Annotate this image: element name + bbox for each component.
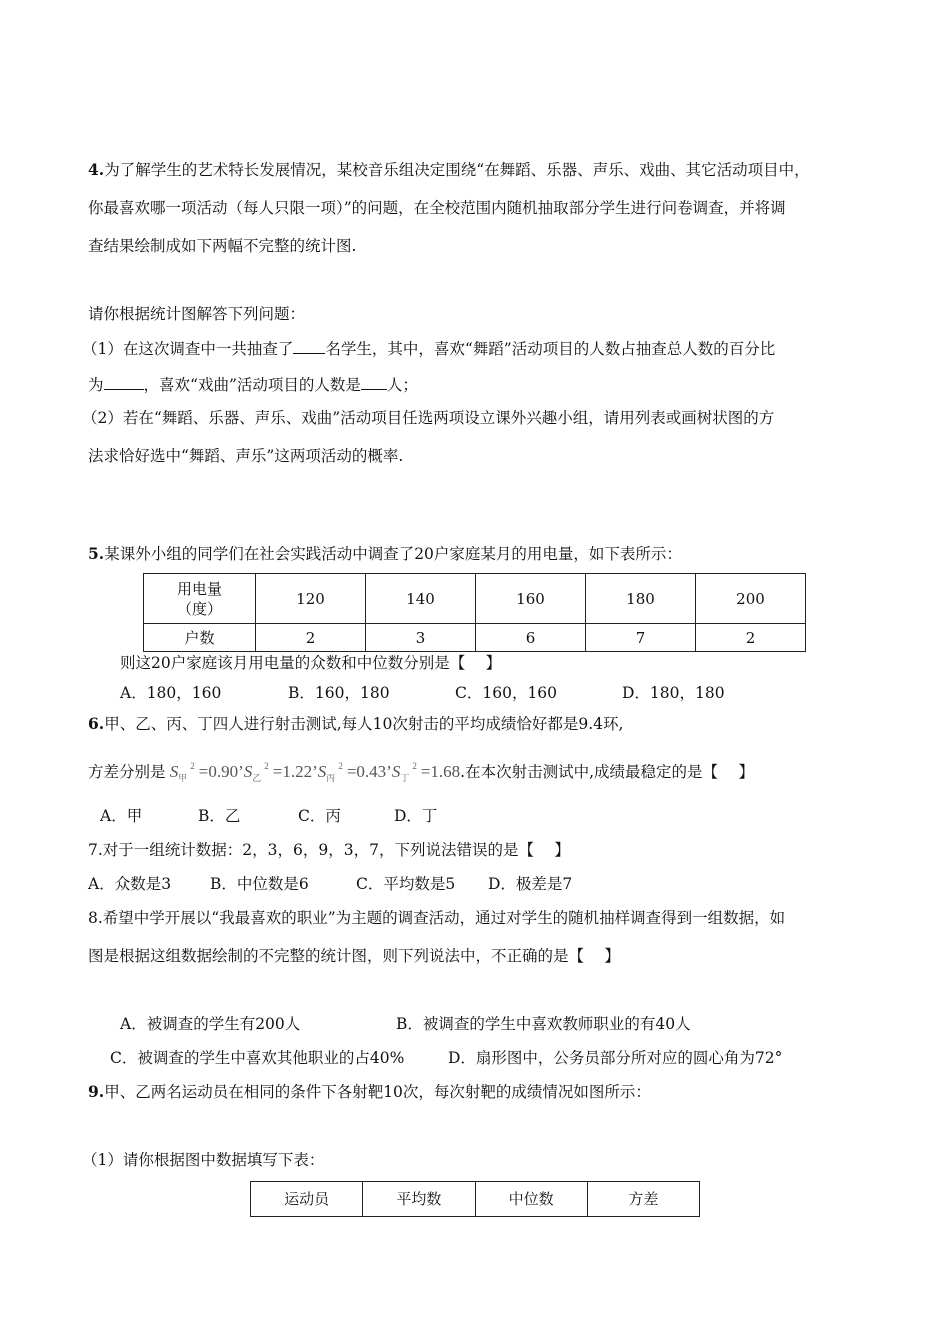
usage-cell: 120 <box>256 574 366 624</box>
q6-line-2: 方差分别是 $S_甲^2$ $=0.90’S_乙^2$ $=1.22’S_丙^2$ $=0.43’S_丁^2 =1.68$.在本次射击测试中,成绩最稳定的是【 】 <box>88 761 754 783</box>
q6-option-b[interactable]: B．乙 <box>198 807 241 825</box>
usage-cell: 180 <box>586 574 696 624</box>
q8-line-2: 图是根据这组数据绘制的不完整的统计图，则下列说法中，不正确的是【 】 <box>88 947 620 965</box>
header-cell-usage: 用电量 （度） <box>144 574 256 624</box>
q4-number: 4. <box>88 160 105 179</box>
header-cell-mean: 平均数 <box>363 1182 475 1217</box>
table-header-row <box>251 1182 700 1217</box>
electricity-table <box>143 573 806 652</box>
household-cell: 3 <box>366 624 476 652</box>
answer-blank-opera-count[interactable] <box>361 374 387 390</box>
q8-option-c[interactable]: C．被调查的学生中喜欢其他职业的占40% <box>110 1049 405 1067</box>
q7-option-a[interactable]: A．众数是3 <box>88 875 172 893</box>
header-cell-athlete: 运动员 <box>251 1182 363 1217</box>
q9-text: 9.甲、乙两名运动员在相同的条件下各射靶10次，每次射靶的成绩情况如图所示： <box>88 1082 651 1101</box>
q7-option-d[interactable]: D．极差是7 <box>488 875 573 893</box>
household-cell: 2 <box>256 624 366 652</box>
q7-option-b[interactable]: B．中位数是6 <box>210 875 309 893</box>
q6-option-d[interactable]: D．丁 <box>394 807 438 825</box>
q8-option-a[interactable]: A．被调查的学生有200人 <box>120 1015 301 1033</box>
q9-number: 9. <box>88 1082 105 1101</box>
header-cell-households: 户数 <box>144 624 256 652</box>
q7-option-c[interactable]: C．平均数是5 <box>356 875 456 893</box>
shooting-table <box>250 1181 700 1217</box>
q6-option-c[interactable]: C．丙 <box>298 807 341 825</box>
q4-part1-line-2: 为 ，喜欢“戏曲”活动项目的人数是 人； <box>88 376 418 394</box>
table-row-households <box>144 624 806 652</box>
usage-cell: 140 <box>366 574 476 624</box>
q5-option-a[interactable]: A．180，160 <box>120 684 222 702</box>
table-row-usage <box>144 574 806 624</box>
q6-option-a[interactable]: A．甲 <box>100 807 143 825</box>
header-cell-variance: 方差 <box>587 1182 699 1217</box>
q4-part2-line-1: （2）若在“舞蹈、乐器、声乐、戏曲”活动项目任选两项设立课外兴趣小组，请用列表或画树状图的方 <box>82 409 775 427</box>
answer-blank-total[interactable] <box>293 338 325 354</box>
q6-line-1: 6.甲、乙、丙、丁四人进行射击测试,每人10次射击的平均成绩恰好都是9.4环, <box>88 714 624 733</box>
q5-option-c[interactable]: C．160，160 <box>455 684 558 702</box>
header-cell-median: 中位数 <box>475 1182 587 1217</box>
q4-line-2: 你最喜欢哪一项活动（每人只限一项）”的问题，在全校范围内随机抽取部分学生进行问卷调查，并将调 <box>88 199 786 217</box>
answer-blank-percentage[interactable] <box>104 374 144 390</box>
q5-question: 则这20户家庭该月用电量的众数和中位数分别是【 】 <box>120 654 502 672</box>
q4-part2-line-2: 法求恰好选中“舞蹈、声乐”这两项活动的概率. <box>88 447 404 465</box>
household-cell: 2 <box>696 624 806 652</box>
household-cell: 6 <box>476 624 586 652</box>
q8-option-b[interactable]: B．被调查的学生中喜欢教师职业的有40人 <box>396 1015 691 1033</box>
usage-cell: 160 <box>476 574 586 624</box>
q5-option-d[interactable]: D．180，180 <box>622 684 725 702</box>
q8-line-1: 8.希望中学开展以“我最喜欢的职业”为主题的调查活动，通过对学生的随机抽样调查得到一组数据，如 <box>88 909 786 927</box>
household-cell: 7 <box>586 624 696 652</box>
q6-number: 6. <box>88 714 105 733</box>
q9-sub1: （1）请你根据图中数据填写下表： <box>82 1151 325 1169</box>
variance-formula: $S_甲^2$ $=0.90’S_乙^2$ $=1.22’S_丙^2$ $=0.43’S_丁^2 =1.68$ <box>169 761 461 783</box>
q4-line-3: 查结果绘制成如下两幅不完整的统计图. <box>88 237 357 255</box>
q4-prompt: 请你根据统计图解答下列问题： <box>88 305 306 323</box>
q7-text: 7.对于一组统计数据：2，3，6，9，3，7，下列说法错误的是【 】 <box>88 841 570 859</box>
q5-text: 5.某课外小组的同学们在社会实践活动中调查了20户家庭某月的用电量，如下表所示： <box>88 544 682 563</box>
q8-option-d[interactable]: D．扇形图中，公务员部分所对应的圆心角为72° <box>448 1049 783 1067</box>
q4-line-1: 4.为了解学生的艺术特长发展情况，某校音乐组决定围绕“在舞蹈、乐器、声乐、戏曲、其它活动项目中， <box>88 160 810 179</box>
q5-number: 5. <box>88 544 105 563</box>
q4-part1-line-1: （1）在这次调查中一共抽查了 名学生，其中，喜欢“舞蹈”活动项目的人数占抽查总人数的百分比 <box>82 340 776 358</box>
usage-cell: 200 <box>696 574 806 624</box>
q5-option-b[interactable]: B．160，180 <box>288 684 390 702</box>
